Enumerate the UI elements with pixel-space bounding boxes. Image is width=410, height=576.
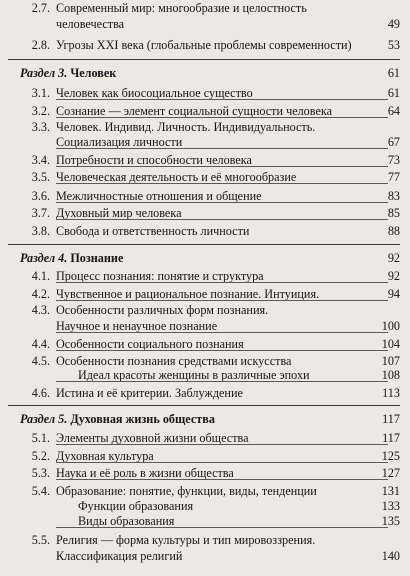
entry-title: Особенности социального познания: [56, 337, 244, 351]
entry-underline: [56, 350, 388, 351]
entry-underline: [56, 148, 388, 149]
entry-page-number: 77: [387, 170, 400, 184]
entry-underline: [56, 183, 388, 184]
entry-number: 2.8.: [31, 38, 50, 52]
entry-page-number: 140: [381, 549, 400, 563]
entry-page-number: 73: [387, 153, 400, 167]
section-divider: [8, 59, 400, 60]
entry-number: 4.4.: [31, 337, 50, 351]
entry-page-number: 92: [387, 251, 400, 265]
entry-underline: [56, 117, 388, 118]
entry-page-number: 108: [381, 368, 400, 382]
entry-page-number: 49: [387, 17, 400, 31]
entry-title: Социализация личности: [56, 135, 183, 149]
section-name: Человек: [70, 66, 117, 80]
entry-page-number: 131: [381, 484, 400, 498]
entry-number: 5.3.: [31, 466, 50, 480]
entry-page-number: 67: [387, 135, 400, 149]
entry-title: Особенности различных форм познания.: [56, 303, 269, 317]
entry-underline: [56, 300, 388, 301]
entry-underline: [56, 282, 388, 283]
entry-page-number: 100: [381, 319, 400, 333]
entry-title: Чувственное и рациональное познание. Интуиция.: [56, 287, 320, 301]
entry-page-number: 135: [381, 514, 400, 528]
entry-underline: [56, 99, 388, 100]
entry-number: 5.4.: [31, 484, 50, 498]
entry-number: 3.2.: [31, 104, 50, 118]
entry-title: Свобода и ответственность личности: [56, 224, 250, 238]
entry-title: Идеал красоты женщины в различные эпохи: [78, 368, 310, 382]
entry-title: Элементы духовной жизни общества: [56, 431, 249, 445]
entry-title: Истина и её критерии. Заблуждение: [56, 386, 243, 400]
entry-page-number: 61: [387, 66, 400, 80]
entry-page-number: 64: [387, 104, 400, 118]
entry-title: человечества: [56, 17, 125, 31]
entry-page-number: 53: [387, 38, 400, 52]
entry-number: 2.7.: [31, 1, 50, 15]
entry-page-number: 88: [387, 224, 400, 238]
entry-page-number: 94: [387, 287, 400, 301]
entry-page-number: 92: [387, 269, 400, 283]
entry-title: Процесс познания: понятие и структура: [56, 269, 264, 283]
entry-number: 5.1.: [31, 431, 50, 445]
entry-page-number: 127: [381, 466, 400, 480]
entry-title: Потребности и способности человека: [56, 153, 252, 167]
entry-page-number: 117: [382, 431, 400, 445]
entry-page-number: 113: [382, 386, 400, 400]
entry-number: 3.6.: [31, 189, 50, 203]
entry-page-number: 83: [387, 189, 400, 203]
entry-number: 3.5.: [31, 170, 50, 184]
entry-underline: [56, 462, 388, 463]
entry-page-number: 125: [381, 449, 400, 463]
entry-page-number: 85: [387, 206, 400, 220]
entry-number: 5.5.: [31, 533, 50, 547]
entry-number: 3.7.: [31, 206, 50, 220]
entry-title: Человек. Индивид. Личность. Индивидуальность.: [56, 120, 316, 134]
entry-underline: [56, 202, 388, 203]
entry-underline: [56, 219, 388, 220]
entry-title: Духовный мир человека: [56, 206, 182, 220]
entry-page-number: 61: [387, 86, 400, 100]
entry-number: 3.3.: [31, 120, 50, 134]
entry-title: Сознание — элемент социальной сущности человека: [56, 104, 333, 118]
entry-underline: [56, 444, 388, 445]
entry-underline: [56, 479, 388, 480]
entry-page-number: 107: [381, 354, 400, 368]
entry-title: Человек как биосоциальное существо: [56, 86, 253, 100]
entry-number: 4.2.: [31, 287, 50, 301]
entry-title: Классификация религий: [56, 549, 183, 563]
entry-title: Виды образования: [78, 514, 175, 528]
entry-number: 4.1.: [31, 269, 50, 283]
entry-title: Образование: понятие, функции, виды, тенденции: [56, 484, 317, 498]
entry-title: Религия — форма культуры и тип мировоззрения.: [56, 533, 316, 547]
section-heading: [20, 251, 123, 265]
entry-number: 4.3.: [31, 303, 50, 317]
entry-number: 4.5.: [31, 354, 50, 368]
section-label: Раздел 4.: [20, 251, 68, 265]
section-divider: [8, 405, 400, 406]
section-name: Духовная жизнь общества: [70, 412, 215, 426]
section-label: Раздел 3.: [20, 66, 68, 80]
entry-title: Современный мир: многообразие и целостность: [56, 1, 307, 15]
entry-number: 5.2.: [31, 449, 50, 463]
entry-number: 4.6.: [31, 386, 50, 400]
entry-number: 3.8.: [31, 224, 50, 238]
entry-title: Наука и её роль в жизни общества: [56, 466, 234, 480]
entry-title: Межличностные отношения и общение: [56, 189, 262, 203]
entry-underline: [56, 166, 388, 167]
section-heading: [20, 66, 116, 80]
entry-underline: [56, 527, 388, 528]
entry-page-number: 133: [381, 499, 400, 513]
entry-number: 3.1.: [31, 86, 50, 100]
entry-underline: [56, 381, 388, 382]
section-heading: [20, 412, 215, 426]
section-label: Раздел 5.: [20, 412, 68, 426]
entry-page-number: 117: [382, 412, 400, 426]
entry-page-number: 104: [381, 337, 400, 351]
section-name: Познание: [70, 251, 124, 265]
entry-title: Особенности познания средствами искусства: [56, 354, 292, 368]
entry-title: Духовная культура: [56, 449, 154, 463]
entry-title: Функции образования: [78, 499, 194, 513]
entry-title: Угрозы XXI века (глобальные проблемы современности): [56, 38, 352, 52]
entry-number: 3.4.: [31, 153, 50, 167]
entry-underline: [56, 332, 388, 333]
section-divider: [8, 244, 400, 245]
entry-title: Человеческая деятельность и её многообразие: [56, 170, 297, 184]
entry-title: Научное и ненаучное познание: [56, 319, 218, 333]
